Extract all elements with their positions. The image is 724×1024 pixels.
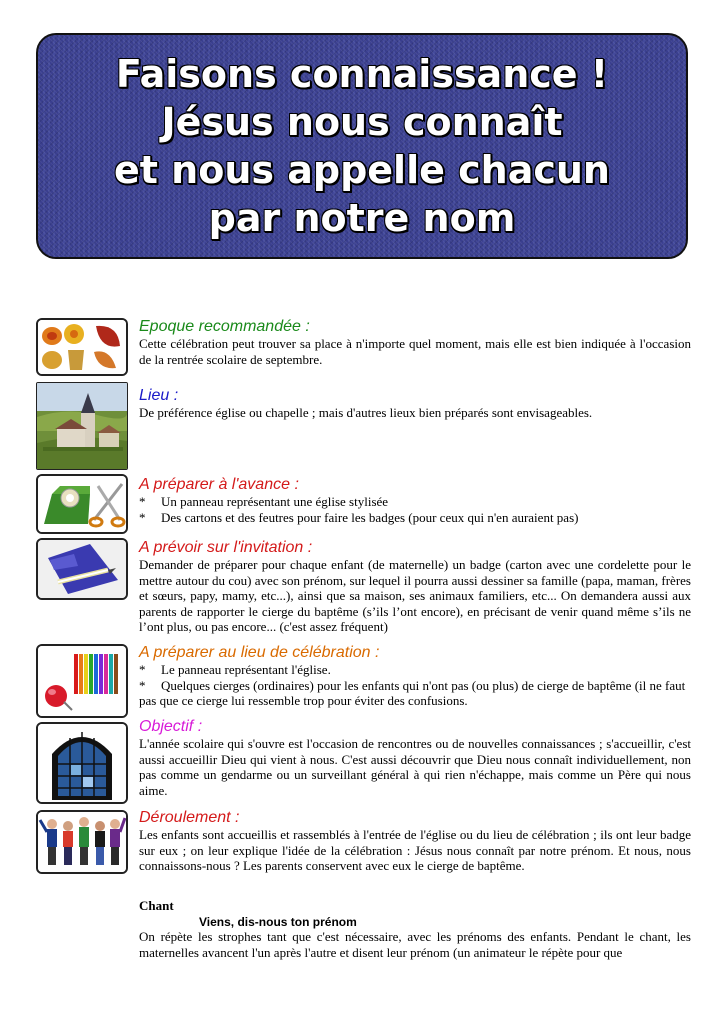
crayons-pushpin-icon — [36, 644, 128, 718]
section-objectif — [139, 718, 691, 798]
section-deroulement — [139, 809, 691, 874]
invitation-heading: A prévoir sur l'invitation : — [139, 539, 313, 556]
church-landscape-icon — [36, 382, 128, 470]
objectif-text: L'année scolaire qui s'ouvre est l'occasion de rencontres ou de nouvelles connaissances ; s'accueillir, c'est aussi accueillir Dieu qui vient à nous. C'est aussi découvrir que Dieu nous connaît individuellement, non pas comme un gendarme ou un surveillant général à qui rien n'échappe, mais comme un Père qui nous aime. — [139, 736, 691, 798]
chant-label: Chant — [139, 898, 174, 913]
title-line-3: et nous appelle chacun — [114, 148, 610, 192]
list-item — [139, 510, 691, 526]
lieu-text: De préférence église ou chapelle ; mais d'autres lieux bien préparés sont envisageables. — [139, 405, 593, 420]
section-epoque — [139, 318, 691, 367]
list-item-text: Le panneau représentant l'église. — [161, 662, 331, 677]
objectif-heading: Objectif : — [139, 718, 203, 735]
invitation-text: Demander de préparer pour chaque enfant (de maternelle) un badge (carton avec une cordelette pour le mettre autour du cou) avec son prénom, sur lequel il pourra aussi dessiner sa famille (papa, maman, frères et sœurs, papy, mamy, etc...), ainsi que sa maison, ses animaux familiers, etc... On demandera aussi aux parents de rapporter le cierge du baptême (s’ils l’ont encore), en précisant de venir quand même s’ils ne l’ont plus, ou pas encore... (c'est assez fréquent) — [139, 557, 691, 634]
deroulement-text: Les enfants sont accueillis et rassemblés à l'entrée de l'église ou du lieu de célébration ; ils ont leur badge sur eux ; on leur explique l'idée de la célébration : Jésus nous connaît par notre prénom. Et nous, nous connaissons-nous ? Les parents conservent avec eux le cierge de baptême. — [139, 827, 691, 873]
section-lieu — [139, 387, 691, 421]
lieu-heading: Lieu : — [139, 387, 179, 404]
section-preparer-avance — [139, 476, 691, 525]
bullet-marker: * — [139, 677, 146, 693]
tape-scissors-icon — [36, 474, 128, 534]
bullet-marker: * — [139, 509, 146, 525]
chant-text: On répète les strophes tant que c'est nécessaire, avec les prénoms des enfants. Pendant le chant, les maternelles avancent l'un après l'autre et disent leur prénom (un animateur le répète pour que — [139, 929, 691, 960]
list-item — [139, 494, 691, 510]
epoque-text: Cette célébration peut trouver sa place à n'importe quel moment, mais elle est bien indiquée à l'occasion de la rentrée scolaire de septembre. — [139, 336, 691, 367]
bullet-marker: * — [139, 494, 146, 509]
autumn-leaves-icon — [36, 318, 128, 376]
preparer-avance-heading: A préparer à l'avance : — [139, 476, 299, 493]
list-item — [139, 678, 691, 709]
group-of-people-icon — [36, 810, 128, 874]
lieu-celebration-heading: A préparer au lieu de célébration : — [139, 644, 380, 661]
epoque-heading: Epoque recommandée : — [139, 318, 310, 335]
list-item-text: Des cartons et des feutres pour faire les badges (pour ceux qui n'en auraient pas) — [161, 509, 579, 525]
stained-glass-window-icon — [36, 722, 128, 804]
paper-pencil-icon — [36, 538, 128, 600]
bullet-marker: * — [139, 662, 146, 677]
deroulement-heading: Déroulement : — [139, 809, 240, 826]
title-banner — [36, 33, 688, 259]
section-lieu-celebration — [139, 644, 691, 709]
title-line-4: par notre nom — [208, 196, 516, 240]
title-line-2: Jésus nous connaît — [161, 100, 563, 144]
title-line-1: Faisons connaissance ! — [115, 52, 609, 96]
list-item-text: Quelques cierges (ordinaires) pour les enfants qui n'ont pas (ou plus) de cierge de baptême (il ne faut pas que ce cierge lui ressemble trop pour éviter des confusions. — [139, 677, 686, 708]
section-chant — [139, 898, 691, 960]
song-title: Viens, dis-nous ton prénom — [199, 915, 357, 929]
list-item — [139, 662, 691, 678]
section-invitation — [139, 539, 691, 635]
list-item-text: Un panneau représentant une église stylisée — [161, 494, 389, 509]
